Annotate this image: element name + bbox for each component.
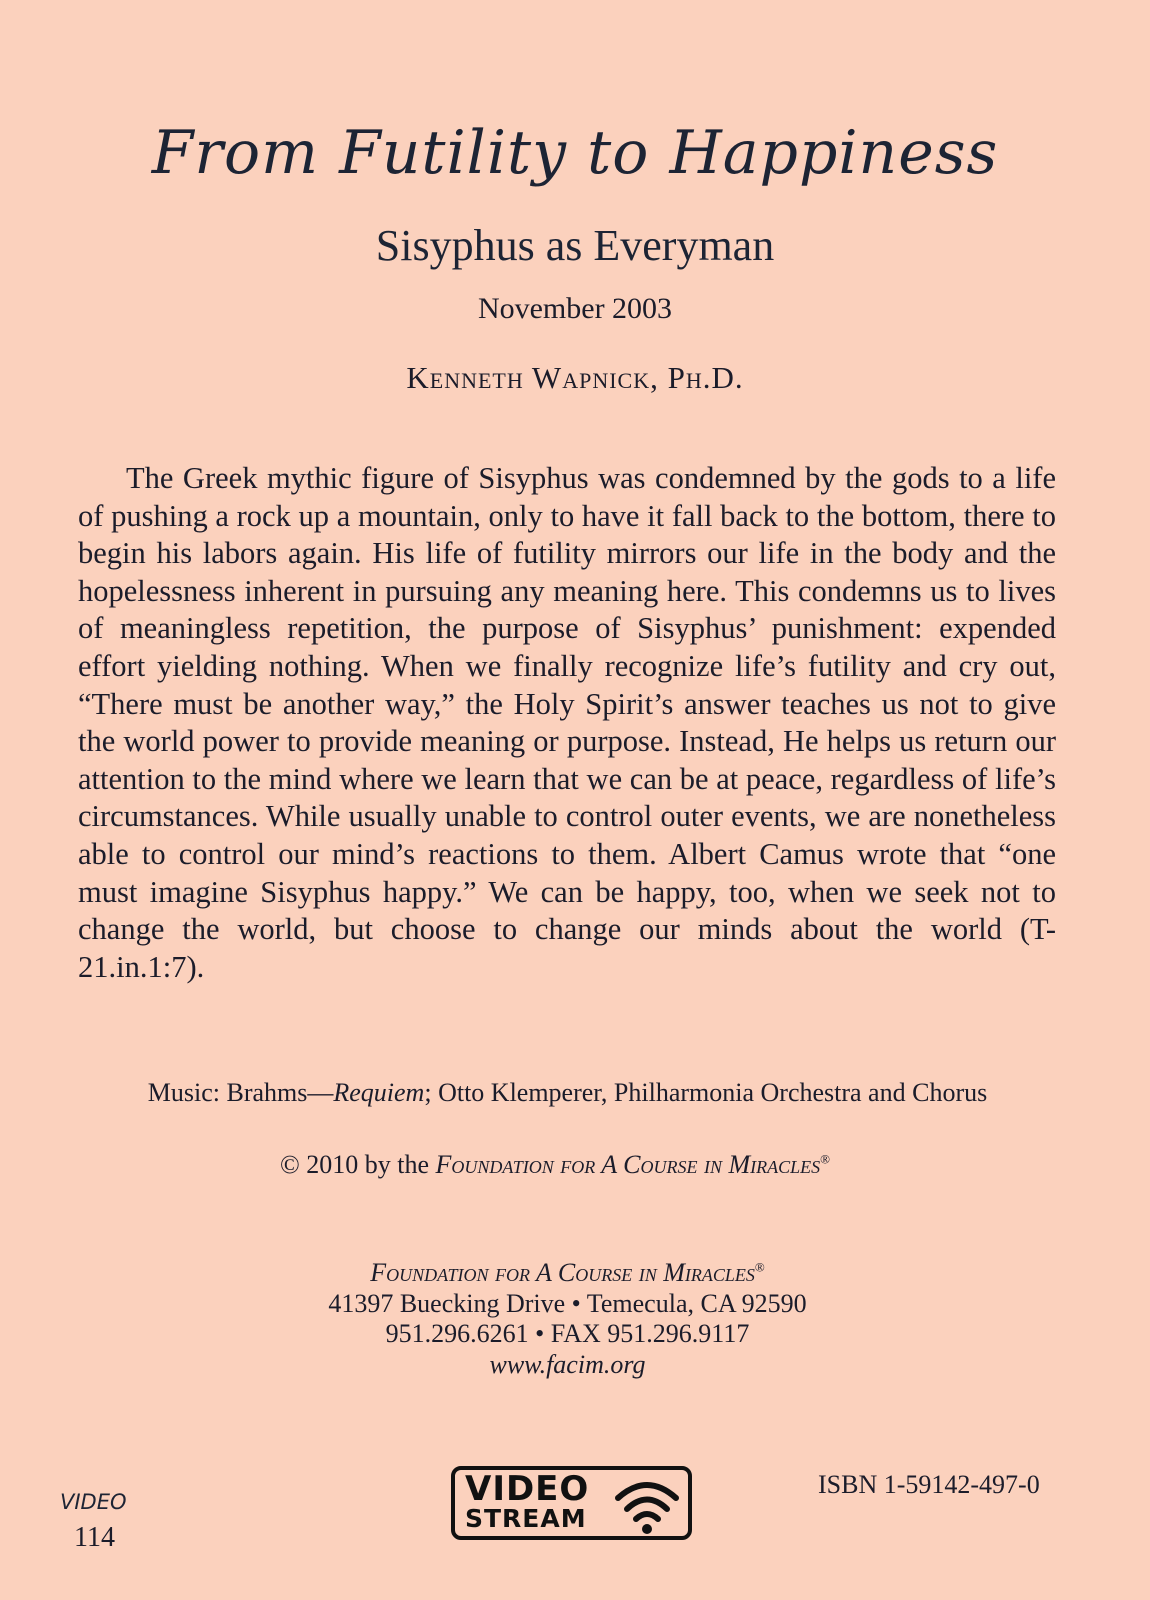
video-number: 114 [74,1522,115,1553]
video-label: VIDEO [60,1490,127,1514]
title: From Futility to Happiness [151,118,999,188]
music-work: Requiem [333,1078,425,1107]
date: November 2003 [477,292,673,325]
address-phone: 951.296.6261 • FAX 951.296.9117 [385,1319,750,1348]
address-foundation: Foundation for A Course in Miracles [370,1258,755,1287]
description-paragraph: The Greek mythic figure of Sisyphus was condemned by the gods to a life of pushing a rock up a mountain, only to have it fall back to the bottom, there to begin his labors again. His life of futility mirrors our life in the body and the hopelessness inherent in pursuing any meaning here. This condemns us to lives of meaningless repetition, the purpose of Sisyphus’ punishment: expended effort yielding nothing. When we finally recognize life’s futility and cry out, “There must be another way,” the Holy Spirit’s answer teaches us not to give the world power to provide meaning or purpose. Instead, He helps us return our attention to the mind where we learn that we can be at peace, regardless of life’s circumstances. While usually unable to control outer events, we are nonetheless able to control our mind’s reactions to them. Albert Camus wrote that “one must imagine Sisyphus happy.” We can be happy, too, when we seek not to change the world, but choose to change our minds about the world (T-21.in.1:7). [78,461,1056,984]
wifi-icon [612,1476,682,1536]
address-website: www.facim.org [489,1349,646,1379]
badge-line2: STREAM [465,1504,587,1533]
isbn: ISBN 1-59142-497-0 [818,1470,1040,1499]
subtitle: Sisyphus as Everyman [375,221,775,270]
video-stream-badge [451,1466,692,1540]
badge-line1: VIDEO [465,1469,590,1509]
music-credit [0,1078,1135,1108]
publisher-address [0,1258,1135,1380]
address-street: 41397 Buecking Drive • Temecula, CA 92590 [328,1288,807,1318]
author: Kenneth Wapnick, Ph.D. [406,360,744,395]
music-suffix: ; Otto Klemperer, Philharmonia Orchestra and Chorus [424,1078,988,1107]
copyright-line [0,1150,1110,1180]
copyright-prefix: © 2010 by the [279,1150,436,1179]
registered-mark: ® [820,1151,831,1167]
address-foundation-line [0,1258,1135,1289]
music-prefix: Music: Brahms— [147,1078,334,1107]
copyright-foundation: Foundation for A Course in Miracles [435,1150,821,1179]
address-registered-mark: ® [754,1259,765,1275]
